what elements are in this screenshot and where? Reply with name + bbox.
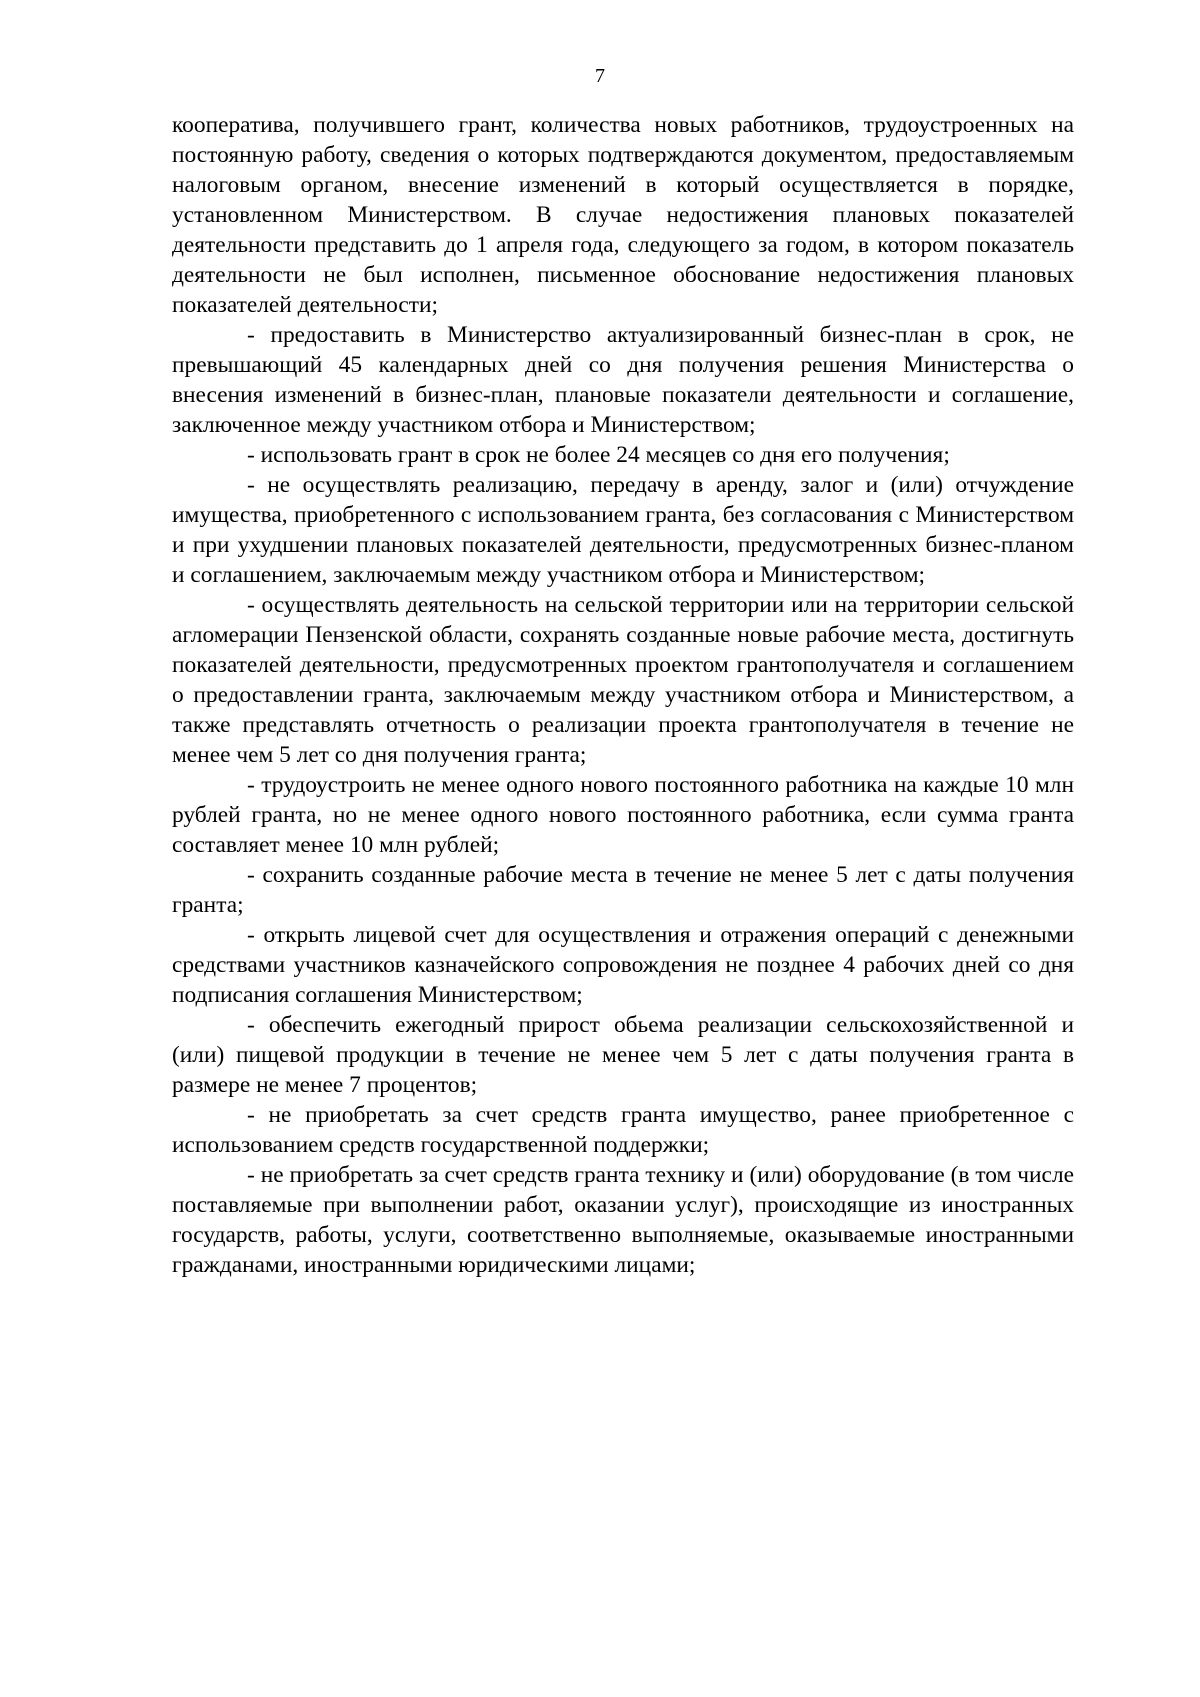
list-item: - не приобретать за счет средств гранта технику и (или) оборудование (в том числе поставляемые при выполнении работ, оказании услуг), происходящие из иностранных государств, работы, услуги, соответственно выполняемые, оказываемые иностранными гражданами, иностранными юридическими лицами;: [172, 1162, 1074, 1278]
list-item: - трудоустроить не менее одного нового постоянного работника на каждые 10 млн рублей гранта, но не менее одного нового постоянного работника, если сумма гранта составляет менее 10 млн рублей;: [172, 772, 1074, 858]
list-item: - предоставить в Министерство актуализированный бизнес-план в срок, не превышающий 45 календарных дней со дня получения решения Министерства о внесения изменений в бизнес-план, плановые показатели деятельности и соглашение, заключенное между участником отбора и Министерством;: [172, 322, 1074, 438]
list-item: - осуществлять деятельность на сельской территории или на территории сельской агломерации Пензенской области, сохранять созданные новые рабочие места, достигнуть показателей деятельности, предусмотренных проектом грантополучателя и соглашением о предоставлении гранта, заключаемым между участником отбора и Министерством, а также представлять отчетность о реализации проекта грантополучателя в течение не менее чем 5 лет со дня получения гранта;: [172, 592, 1074, 768]
document-body: [172, 110, 1074, 1280]
list-item: - использовать грант в срок не более 24 месяцев со дня его получения;: [247, 442, 950, 468]
list-item: - не приобретать за счет средств гранта имущество, ранее приобретенное с использованием средств государственной поддержки;: [172, 1102, 1074, 1158]
page-number: 7: [595, 65, 605, 87]
paragraph: кооператива, получившего грант, количества новых работников, трудоустроенных на постоянную работу, сведения о которых подтверждаются документом, предоставляемым налоговым органом, внесение изменений в который осуществляется в порядке, установленном Министерством. В случае недостижения плановых показателей деятельности представить до 1 апреля года, следующего за годом, в котором показатель деятельности не был исполнен, письменное обоснование недостижения плановых показателей деятельности;: [172, 112, 1074, 318]
list-item: - открыть лицевой счет для осуществления и отражения операций с денежными средствами участников казначейского сопровождения не позднее 4 рабочих дней со дня подписания соглашения Министерством;: [172, 922, 1074, 1008]
list-item: - обеспечить ежегодный прирост обьема реализации сельскохозяйственной и (или) пищевой продукции в течение не менее чем 5 лет с даты получения гранта в размере не менее 7 процентов;: [172, 1012, 1074, 1098]
list-item: - не осуществлять реализацию, передачу в аренду, залог и (или) отчуждение имущества, приобретенного с использованием гранта, без согласования с Министерством и при ухудшении плановых показателей деятельности, предусмотренных бизнес-планом и соглашением, заключаемым между участником отбора и Министерством;: [172, 472, 1074, 588]
list-item: - сохранить созданные рабочие места в течение не менее 5 лет с даты получения гранта;: [172, 862, 1074, 918]
